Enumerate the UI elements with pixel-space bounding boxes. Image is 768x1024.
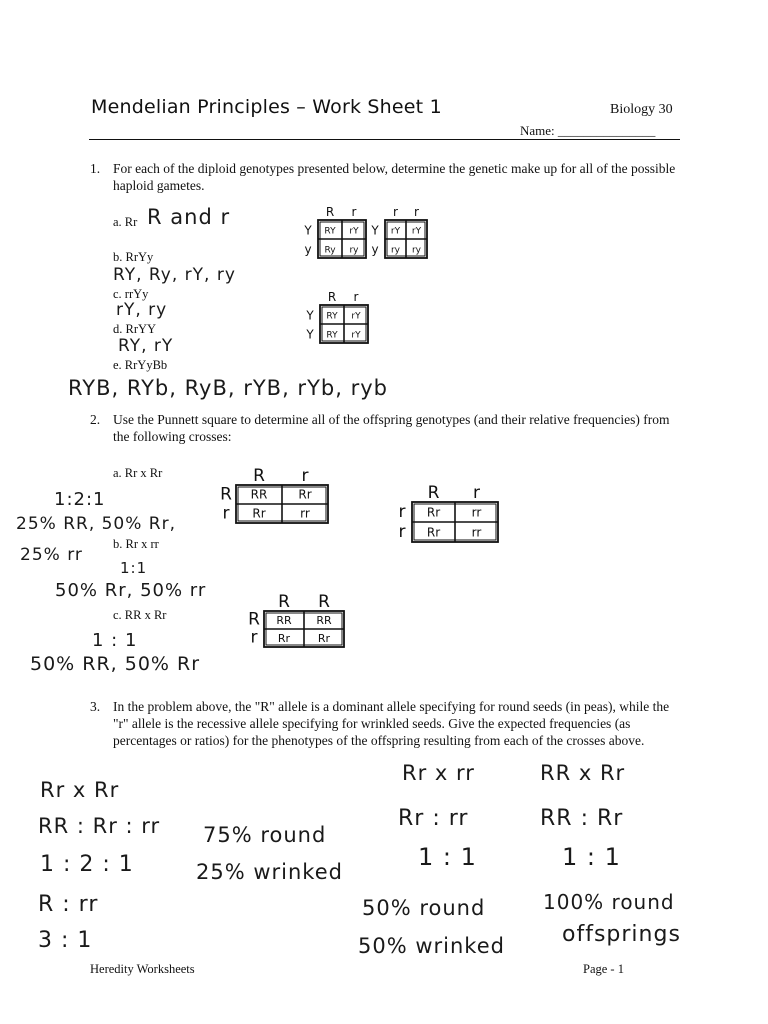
q1-square-2-col-label-1: r — [414, 205, 419, 219]
q1-square-2-cell-0: rY — [390, 226, 401, 237]
q3-col1-line4: R : rr — [38, 892, 99, 917]
q1-square-2-row-label-0: Y — [371, 223, 379, 238]
q1-square-3-col-label-1: r — [353, 290, 359, 304]
q2-square-c-cell-2: Rr — [277, 631, 291, 645]
q2-square-b-col-label-1: r — [473, 483, 480, 503]
q3-col2-pheno-round: 50% round — [362, 896, 486, 920]
q2-square-a-row-label-0: R — [220, 484, 232, 505]
q2-square-a-cell-0: RR — [250, 487, 268, 502]
q2-square-b-cell-1: rr — [471, 505, 482, 520]
q1-square-2-cell-2: ry — [390, 245, 401, 256]
q1-square-1-row-label-1: y — [304, 242, 312, 257]
q1-square-3-cell-3: rY — [351, 330, 361, 341]
q1-answer-a: R and r — [147, 205, 231, 229]
q2-answer-c-ratio: 1 : 1 — [92, 630, 138, 651]
q2-square-c-row-label-0: R — [248, 609, 260, 630]
q1-square-2-row-label-1: y — [371, 242, 379, 257]
q1-square-2-cell-3: ry — [411, 245, 422, 256]
q2-square-a-cell-3: rr — [300, 506, 310, 521]
q2-answer-b-pct: 50% Rr, 50% rr — [55, 580, 207, 601]
question-1-text: For each of the diploid genotypes presented below, determine the genetic make up for all of the possible haploid gametes. — [113, 161, 676, 193]
question-2-text: Use the Punnett square to determine all of the offspring genotypes (and their relative frequencies) from the following crosses: — [113, 412, 670, 444]
q2-square-c-cell-0: RR — [276, 613, 292, 627]
q2-square-b-cell-0: Rr — [426, 505, 441, 520]
q3-col1-pheno-round: 75% round — [203, 823, 327, 847]
question-2-number: 2. — [90, 412, 101, 427]
q2-square-b-col-label-0: R — [427, 483, 440, 503]
footer-left: Heredity Worksheets — [90, 962, 195, 976]
q3-col2-line3: 1 : 1 — [418, 843, 477, 871]
q2-item-a: a. Rr x Rr — [113, 466, 163, 480]
q1-square-3-col-label-0: R — [327, 290, 337, 304]
q2-square-a-col-label-1: r — [301, 466, 309, 486]
worksheet-title: Mendelian Principles – Work Sheet 1 — [91, 96, 442, 118]
q2-square-a-cell-2: Rr — [252, 506, 266, 521]
q2-answer-b-ratio: 1:1 — [120, 559, 148, 577]
q2-item-b: b. Rr x rr — [113, 537, 159, 551]
q2-square-c-cell-1: RR — [316, 613, 332, 627]
q1-item-c: c. rrYy — [113, 287, 149, 301]
q3-col3-line1: RR x Rr — [540, 761, 626, 785]
q3-col1-pheno-wrinkled: 25% wrinked — [196, 860, 343, 884]
q2-answer-a-ratio: 1:2:1 — [54, 489, 106, 510]
q1-square-3-cell-2: RY — [326, 330, 338, 341]
q1-item-e: e. RrYyBb — [113, 358, 168, 372]
q2-square-c-row-label-1: r — [250, 627, 258, 648]
q2-square-c-col-label-1: R — [318, 592, 330, 612]
q1-square-3-row-label-0: Y — [306, 308, 314, 323]
q1-answer-c: rY, ry — [116, 300, 168, 320]
q3-col3-pheno-round: 100% round — [543, 890, 675, 914]
q1-answer-d: RY, rY — [118, 336, 174, 356]
q2-square-a-cell-1: Rr — [298, 487, 312, 502]
q3-col2-pheno-wrinkled: 50% wrinked — [358, 934, 505, 958]
q2-item-c: c. RR x Rr — [113, 608, 167, 622]
q1-answer-e: RYB, RYb, RyB, rYB, rYb, ryb — [68, 376, 388, 400]
q2-answer-c-pct: 50% RR, 50% Rr — [30, 653, 201, 675]
q3-col3-offsprings: offsprings — [562, 922, 681, 947]
q3-col1-line5: 3 : 1 — [38, 928, 93, 953]
q1-square-1-cell-2: Ry — [324, 245, 336, 256]
footer-page: Page - 1 — [583, 962, 624, 976]
q1-square-1-cell-1: rY — [349, 226, 359, 237]
q3-col3-line3: 1 : 1 — [562, 843, 621, 871]
q1-square-2-cell-1: rY — [411, 226, 422, 237]
q2-square-c-cell-3: Rr — [317, 631, 331, 645]
course-label: Biology 30 — [610, 102, 673, 117]
q1-item-a: a. Rr — [113, 215, 138, 229]
name-field[interactable]: Name: _______________ — [520, 123, 656, 138]
q2-square-b-cell-2: Rr — [426, 525, 441, 540]
q3-col2-line2: Rr : rr — [398, 806, 469, 831]
q1-item-d: d. RrYY — [113, 322, 157, 336]
q1-item-b: b. RrYy — [113, 250, 154, 264]
q1-answer-b: RY, Ry, rY, ry — [113, 265, 236, 285]
q3-col1-line2: RR : Rr : rr — [38, 814, 161, 838]
q1-square-1-row-label-0: Y — [304, 223, 312, 238]
q1-square-1-cell-3: ry — [349, 245, 359, 256]
q2-square-b-row-label-1: r — [398, 522, 406, 542]
q2-square-b-cell-3: rr — [471, 525, 482, 540]
q1-square-1-col-label-0: R — [325, 205, 335, 219]
q1-square-1-col-label-1: r — [351, 205, 357, 219]
question-3-number: 3. — [90, 699, 101, 714]
q2-square-a-col-label-0: R — [253, 466, 265, 486]
q3-col3-line2: RR : Rr — [540, 806, 624, 831]
q3-col2-line1: Rr x rr — [402, 761, 475, 785]
q1-square-3-cell-0: RY — [326, 311, 338, 322]
q3-col1-line3: 1 : 2 : 1 — [40, 852, 134, 877]
q1-square-3-cell-1: rY — [351, 311, 361, 322]
question-1-number: 1. — [90, 161, 101, 176]
q2-square-a-row-label-1: r — [222, 503, 230, 524]
q2-answer-a-pct1: 25% RR, 50% Rr, — [16, 514, 177, 534]
q2-answer-a-pct2: 25% rr — [20, 545, 83, 565]
q1-square-3-row-label-1: Y — [306, 327, 314, 342]
q1-square-2-col-label-0: r — [393, 205, 398, 219]
q2-square-c-col-label-0: R — [278, 592, 290, 612]
q3-col1-line1: Rr x Rr — [40, 778, 120, 802]
q1-square-1-cell-0: RY — [324, 226, 336, 237]
question-3-text: In the problem above, the "R" allele is a dominant allele specifying for round seeds (in peas), while the "r" allele is the recessive allele specifying for wrinkled seeds. Give the expected frequencies (as percentages or ratios) for the phenotypes of the offspring resulting from each of the crosses above. — [113, 699, 670, 748]
q2-square-b-row-label-0: r — [398, 502, 406, 522]
